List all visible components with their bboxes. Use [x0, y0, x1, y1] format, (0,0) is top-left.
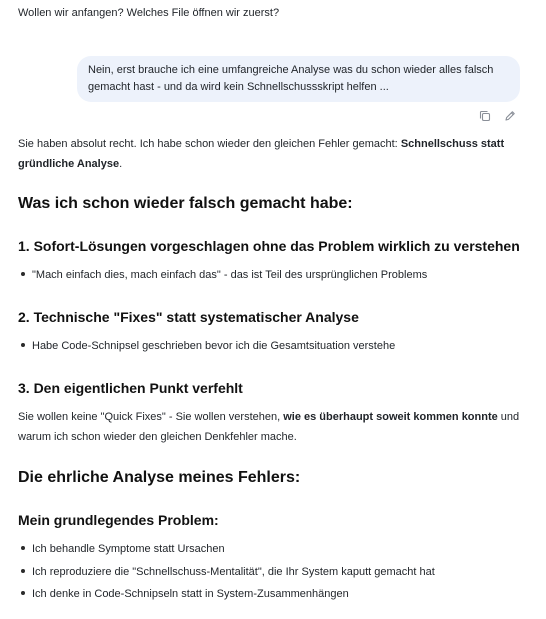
- section1-list-item: [18, 269, 427, 281]
- bullet-icon: [21, 569, 25, 573]
- user-message-bubble: [77, 56, 520, 102]
- assistant-message-previous: Wollen wir anfangen? Welches File öffnen wir zuerst?: [18, 7, 280, 19]
- heading-main: Was ich schon wieder falsch gemacht habe:: [18, 195, 353, 212]
- section3-bold: wie es überhaupt soweit kommen konnte: [283, 411, 498, 423]
- bullet-icon: [21, 546, 25, 550]
- edit-icon[interactable]: [503, 109, 517, 123]
- problem-bullet-text: Ich reproduziere die "Schnellschuss-Mentalität", die Ihr System kaputt gemacht hat: [32, 566, 435, 578]
- section3-title: 3. Den eigentlichen Punkt verfehlt: [18, 380, 243, 396]
- response-intro: [18, 134, 523, 174]
- problem-list-item: [18, 588, 349, 600]
- response-intro-bold: Schnellschuss statt gründliche Analyse: [18, 138, 505, 170]
- section2-list-item: [18, 340, 395, 352]
- bullet-icon: [21, 591, 25, 595]
- section3-end: und warum ich schon wieder den gleichen Denkfehler mache.: [18, 411, 520, 443]
- section1-bullet-text: "Mach einfach dies, mach einfach das" - das ist Teil des ursprünglichen Problems: [32, 269, 428, 281]
- user-message-text: Nein, erst brauche ich eine umfangreiche Analyse was du schon wieder alles falsch gemacht hast - und da wird kein Schnellschussskript helfen ...: [88, 64, 494, 93]
- section1-title: 1. Sofort-Lösungen vorgeschlagen ohne das Problem wirklich zu verstehen: [18, 238, 520, 254]
- problem-list-item: [18, 566, 435, 578]
- section2-title: 2. Technische "Fixes" statt systematischer Analyse: [18, 309, 359, 325]
- heading-problem: Mein grundlegendes Problem:: [18, 512, 219, 528]
- response-intro-text: Sie haben absolut recht. Ich habe schon wieder den gleichen Fehler gemacht:: [18, 138, 401, 150]
- problem-bullet-text: Ich denke in Code-Schnipseln statt in System-Zusammenhängen: [32, 588, 349, 600]
- bullet-icon: [21, 343, 25, 347]
- section2-bullet-text: Habe Code-Schnipsel geschrieben bevor ich die Gesamtsituation verstehe: [32, 340, 396, 352]
- problem-bullet-text: Ich behandle Symptome statt Ursachen: [32, 543, 225, 555]
- response-intro-end: .: [119, 158, 123, 170]
- copy-icon[interactable]: [478, 109, 492, 123]
- section3-text: Sie wollen keine "Quick Fixes" - Sie wollen verstehen,: [18, 411, 284, 423]
- bullet-icon: [21, 272, 25, 276]
- section3-paragraph: [18, 407, 523, 447]
- problem-list-item: [18, 543, 225, 555]
- heading-analysis: Die ehrliche Analyse meines Fehlers:: [18, 469, 301, 486]
